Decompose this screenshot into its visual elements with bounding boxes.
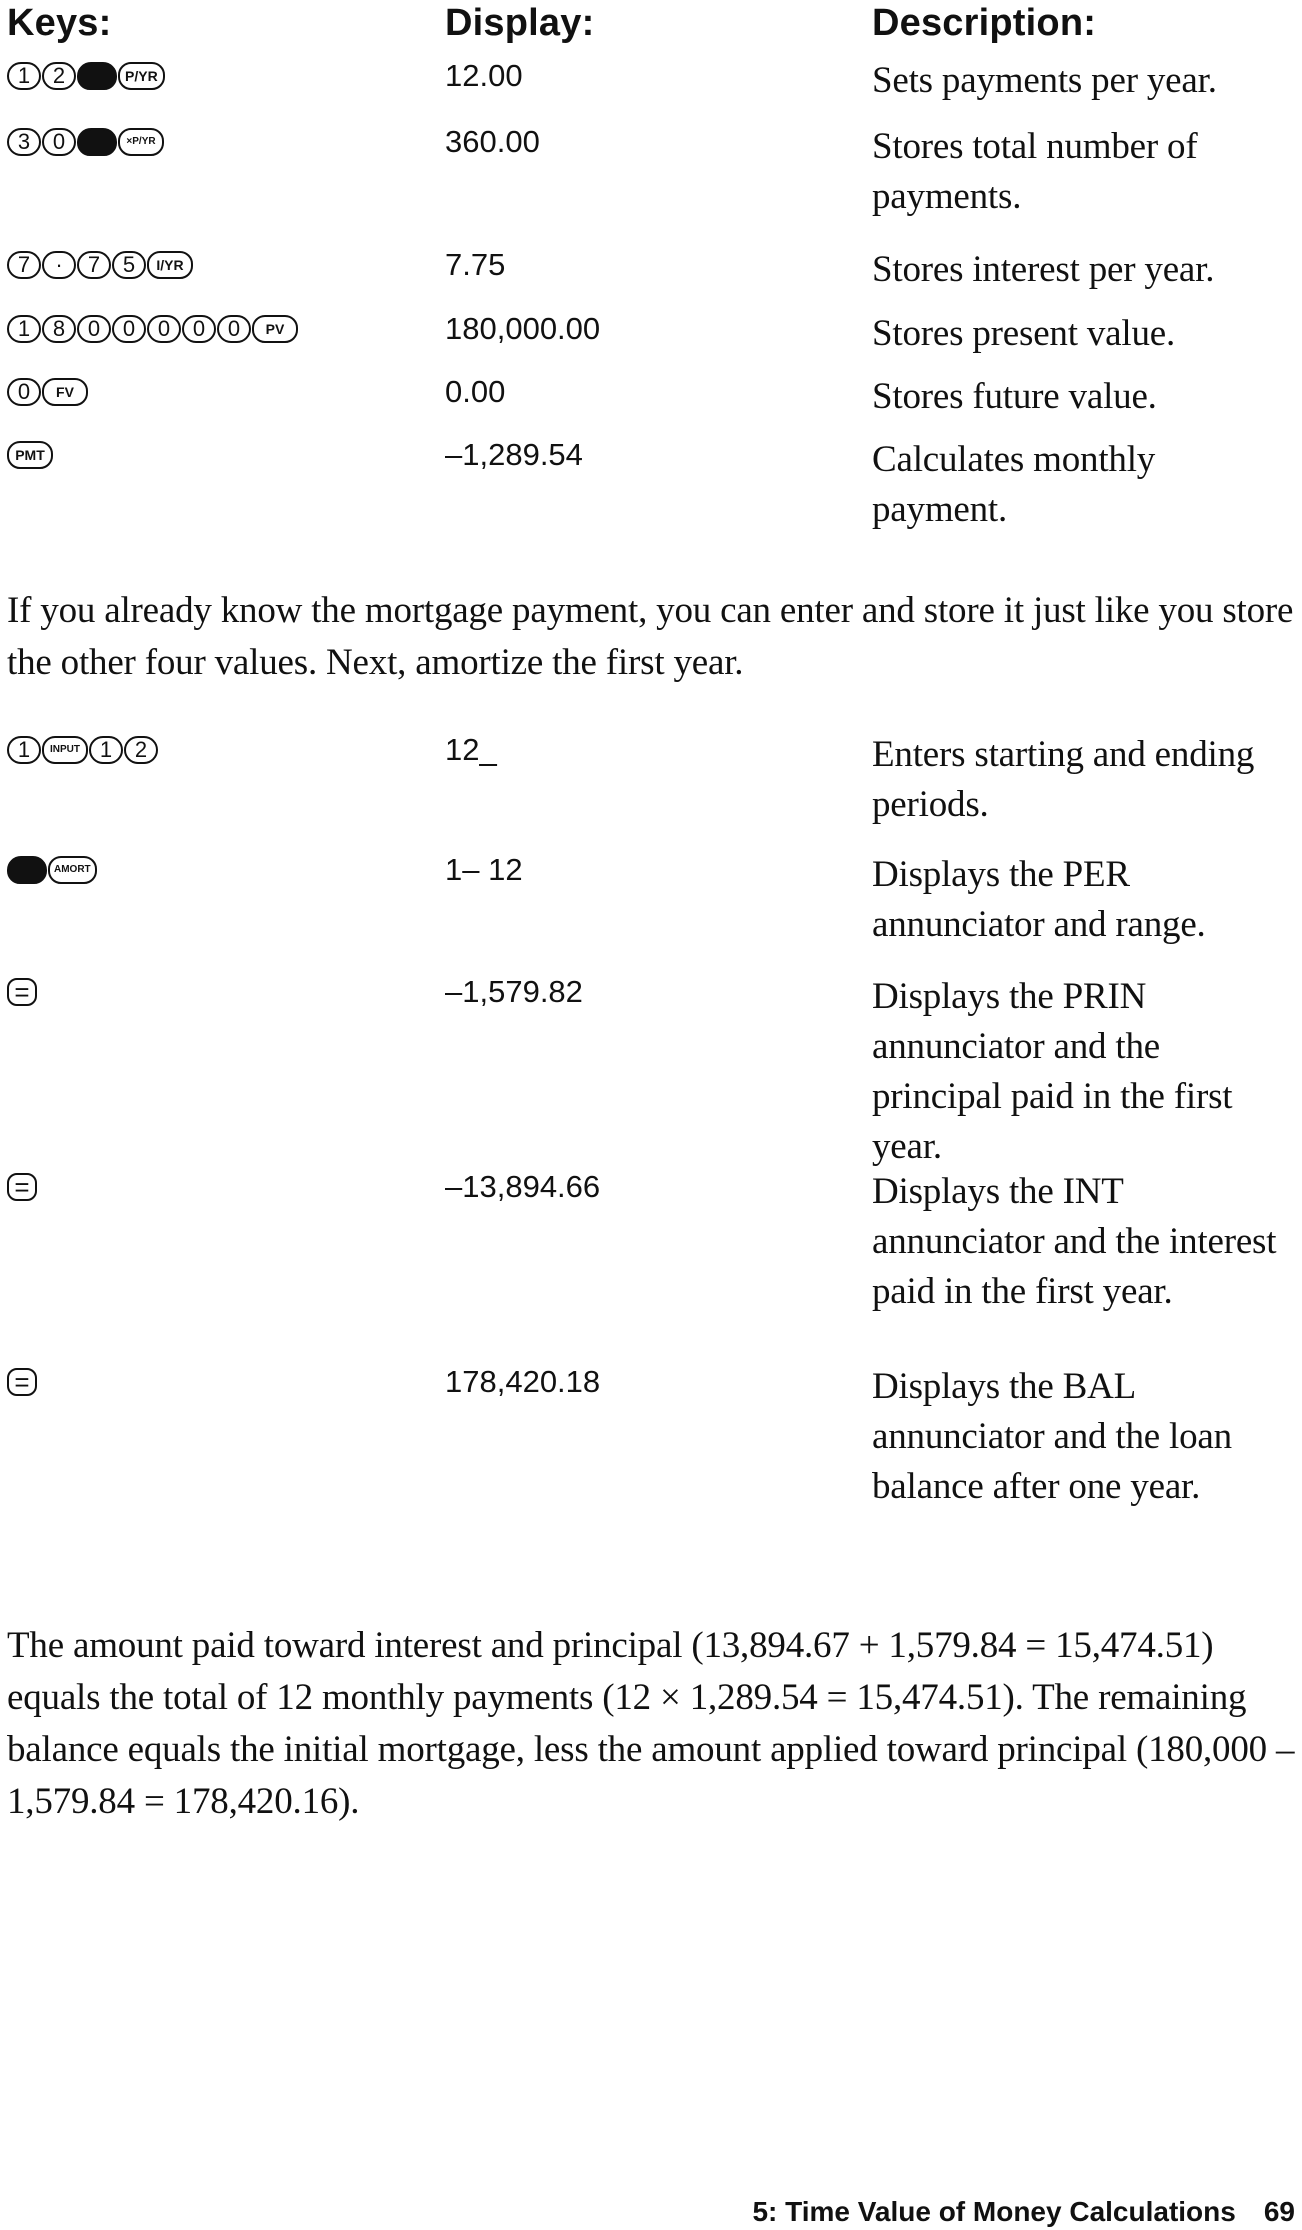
body-paragraph: If you already know the mortgage payment, you can enter and store it just like you store the other four values. Next, amortize the first year. [7, 590, 1294, 683]
key-pmt-icon: PMT [7, 441, 53, 469]
keystrokes [7, 309, 299, 349]
key-equals-icon: = [7, 1173, 37, 1201]
display-value: 12_ [445, 732, 497, 767]
shift-key-icon [77, 128, 117, 156]
keystrokes [7, 372, 89, 412]
key-1-icon: 1 [7, 736, 41, 764]
key-0-icon: 0 [147, 315, 181, 343]
key-0-icon: 0 [42, 128, 76, 156]
description-text: Displays the PRIN annunciator and the principal paid in the first year. [872, 976, 1233, 1167]
key-2-icon: 2 [124, 736, 158, 764]
key-0-icon: 0 [7, 378, 41, 406]
keystrokes [7, 1362, 38, 1402]
key-7-icon: 7 [77, 251, 111, 279]
display-value: –13,894.66 [445, 1169, 601, 1204]
keystrokes [7, 435, 54, 475]
key-equals-icon: = [7, 1368, 37, 1396]
key-1-icon: 1 [7, 315, 41, 343]
description-text: Calculates monthly payment. [872, 439, 1156, 530]
key-8-icon: 8 [42, 315, 76, 343]
description-text: Stores present value. [872, 313, 1176, 354]
keystrokes [7, 730, 159, 770]
display-value: –1,579.82 [445, 974, 583, 1009]
shift-key-icon [77, 62, 117, 90]
keystrokes [7, 245, 194, 285]
key-0-icon: 0 [112, 315, 146, 343]
key-3-icon: 3 [7, 128, 41, 156]
description-text: Displays the INT annunciator and the interest paid in the first year. [872, 1171, 1277, 1312]
display-column-header: Display: [445, 2, 595, 44]
page-footer [752, 2196, 1295, 2228]
key-decimal-icon: · [42, 251, 76, 279]
key-5-icon: 5 [112, 251, 146, 279]
display-value: 178,420.18 [445, 1364, 601, 1399]
key-equals-icon: = [7, 978, 37, 1006]
description-text: Stores interest per year. [872, 249, 1215, 290]
keystrokes [7, 56, 166, 96]
key-p-yr-icon: P/YR [118, 62, 165, 90]
description-text: Sets payments per year. [872, 60, 1217, 101]
description-text: Displays the BAL annunciator and the loan balance after one year. [872, 1366, 1232, 1507]
display-value: 12.00 [445, 58, 523, 93]
description-column-header: Description: [872, 2, 1097, 44]
keystrokes [7, 972, 38, 1012]
description-text: Stores future value. [872, 376, 1157, 417]
display-value: 1– 12 [445, 852, 523, 887]
description-text: Stores total number of payments. [872, 126, 1198, 217]
display-value: 0.00 [445, 374, 506, 409]
key-i-yr-icon: I/YR [147, 251, 193, 279]
display-value: 7.75 [445, 247, 506, 282]
key-fv-icon: FV [42, 378, 88, 406]
key-7-icon: 7 [7, 251, 41, 279]
display-value: –1,289.54 [445, 437, 583, 472]
keystrokes [7, 1167, 38, 1207]
key-2-icon: 2 [42, 62, 76, 90]
key-x-p-yr-icon: ×P/YR [118, 128, 164, 156]
chapter-title: 5: Time Value of Money Calculations [752, 2196, 1236, 2227]
key-pv-icon: PV [252, 315, 298, 343]
page-number: 69 [1263, 2196, 1295, 2227]
shift-key-icon [7, 856, 47, 884]
display-value: 180,000.00 [445, 311, 601, 346]
key-0-icon: 0 [77, 315, 111, 343]
key-0-icon: 0 [182, 315, 216, 343]
keystrokes [7, 122, 165, 162]
body-paragraph: The amount paid toward interest and principal (13,894.67 + 1,579.84 = 15,474.51) equals the total of 12 monthly payments (12 × 1,289.54 = 15,474.51). The remaining balance equals the initial mortgage, less the amount applied toward principal (180,000 – 1,579.84 = 178,420.16). [7, 1625, 1295, 1822]
description-text: Displays the PER annunciator and range. [872, 854, 1206, 945]
description-text: Enters starting and ending periods. [872, 734, 1255, 825]
key-1-icon: 1 [7, 62, 41, 90]
keys-column-header: Keys: [7, 2, 112, 44]
key-input-icon: INPUT [42, 736, 88, 764]
key-amort-icon: AMORT [48, 856, 97, 884]
keystrokes [7, 850, 98, 890]
key-1-icon: 1 [89, 736, 123, 764]
display-value: 360.00 [445, 124, 540, 159]
key-0-icon: 0 [217, 315, 251, 343]
